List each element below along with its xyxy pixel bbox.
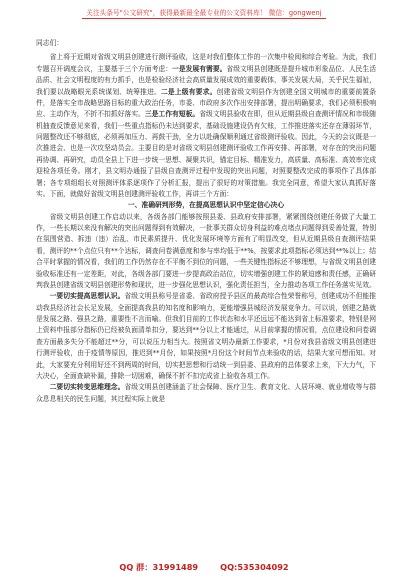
awareness-text: 省级文明县称号是省委、省政府授予县区的最高综合性荣誉称号，创建成功不但能推动我县经济社会长足发展，全面提高我县的知名度和影响力，更能增强县城经济发展竞争力。可以说，创建之路就是发展之路、强县之路，重要性不言而喻。但我们目前的工作状态和水平还远远不能达到省上标准要求，特别是网上资料申报部分指标仍已经被负面清单扣分，要达到**分以上才能通过，从目前掌握的情况看，点位建设和问卷调查方面最多失分不能超过**分，可以说压力相当大。按照省文明办最新工作要求，*月份对我县省级文明县创建进行测评验收，由于疫情等原因，推迟到**月份，如果按照*月份这个时间节点来验收的话，结果大家可想而知。对此，大家要充分利用好还不到两周的时间，切实把思想和行动统一到县委、县政府的总体要求上来，下大力气，下大决心，全面查缺补漏，排除一切困难，确保不折不扣完成省上验收各项工作。 bbox=[36, 292, 376, 380]
thinking-text: 省级文明县创建涵盖了社会保障、医疗卫生、教育文化、人居环境、就业增收等与群众息息相关的民生问题，其过程实际上就是 bbox=[36, 383, 376, 403]
paragraph-intro bbox=[36, 52, 376, 200]
subheading-thinking: 二要切实转变思维理念。 bbox=[49, 383, 125, 392]
point-two-text: 创建省级文明县作为创建全国文明城市的重要前置条件，是落实全市战略思路目标的重大政治任务，市委、市政府多次作出安排部署，提出明确要求，我们必须积极响应、主动作为，不折不扣抓好落实。 bbox=[36, 87, 376, 119]
header-banner bbox=[0, 0, 408, 26]
point-one-text: 省级文明县创建既是提升城市形象品位、人民生活品质、社会文明程度的有力抓手，也是检验经济社会高质量发展成效的重要载体，事关发展大局，关乎民生福祉，我们要以战略眼光系统谋划、统筹推进。 bbox=[36, 64, 376, 96]
intro-text: 省上将于近期对省级文明县创建进行测评验收，这是对我们整体工作的一次集中检阅和综合考验。为此，我们专题召开调度会议，主要基于三个方面考虑： bbox=[36, 53, 376, 73]
point-one-heading: 一是发展有需要。 bbox=[172, 64, 227, 73]
salutation: 同志们： bbox=[36, 39, 64, 47]
footer bbox=[0, 558, 408, 576]
paragraph-situation: 省级文明县创建工作启动以来，各级各部门能够按照县委、县政府安排部署，紧紧围绕创建任务做了大量工作，一些长期以来没有解决的突出问题得到有效解决，一批事关群众切身利益的难点堵点问题得到妥善处置，特别在氛围营造、拆违（违）治乱、市民素质提升、优化发展环境等方面有了明显改变，但从近期县级自查测评结果看，测评的**个点位只有**个达标，调查问卷满意度和参与率均低于**%，按要求此项指标必须达到**%以上；结合平时掌握的情况看，我们的工作仍然存在不平衡不到位的问题，一些关键性指标还不够理想，与省级文明县创建验收标准还有一定差距，对此，各级各部门要进一步提高政治站位，切实增强创建工作的紧迫感和责任感，正确研判我县创建省级文明县创建形势和现状，进一步强化思想认识，强化责任担当，全力推动各项工作任务落实见效。 bbox=[36, 212, 376, 289]
qq-contact-label: QQ:535304092 bbox=[220, 562, 289, 572]
subheading-awareness: 一要切实提高思想认识。 bbox=[49, 292, 125, 301]
paragraph-thinking bbox=[36, 382, 376, 405]
document-body bbox=[36, 38, 376, 548]
point-three-heading: 三是工作有短板。 bbox=[144, 110, 200, 119]
qq-group-label: QQ 群：31991489 bbox=[119, 561, 199, 572]
point-three-text: 省级文明县验收在即，但从近期县级自查测评情况和市级随机抽查反馈意见来看，我们一些重点指标仍未达到要求，基础设施建设仍有欠账，工作推进落实还存在薄弱环节，问题整改还不够彻底，必须再加压力、再鼓干劲，全力以赴确保顺利通过省级测评验收。因此，今天的会议既是一次推进会、也是一次攻坚动员会。主要目的是对省级文明县创建测评验收工作再安排、再部署，对存在的突出问题再协调、再研究，动员全县上下进一步统一思想、凝聚共识，锚定目标、精准发力，高质量、高标准、高效率完成迎检各项任务。刚才，县文明办通报了县级自查测评过程中发现的突出问题，对照要整改完成的事项作了具体部署；各专项组组长对照测评体系逐项作了分析汇报，提出了很好的对策措施。我完全同意，希望大家认真抓好落实。下面，就做好省级文明县创建测评验收工作，再讲三个方面： bbox=[36, 110, 376, 198]
paragraph-awareness bbox=[36, 291, 376, 382]
section-heading-1: 一、准确研判形势，在提高思想认识中坚定信心决心 bbox=[127, 201, 285, 210]
banner-text: 关注头条号"公文研究"，获得最新最全最专业的公文资料库！ 微信：gongwenj bbox=[82, 7, 325, 19]
point-two-heading: 二是上级有要求。 bbox=[160, 87, 217, 96]
